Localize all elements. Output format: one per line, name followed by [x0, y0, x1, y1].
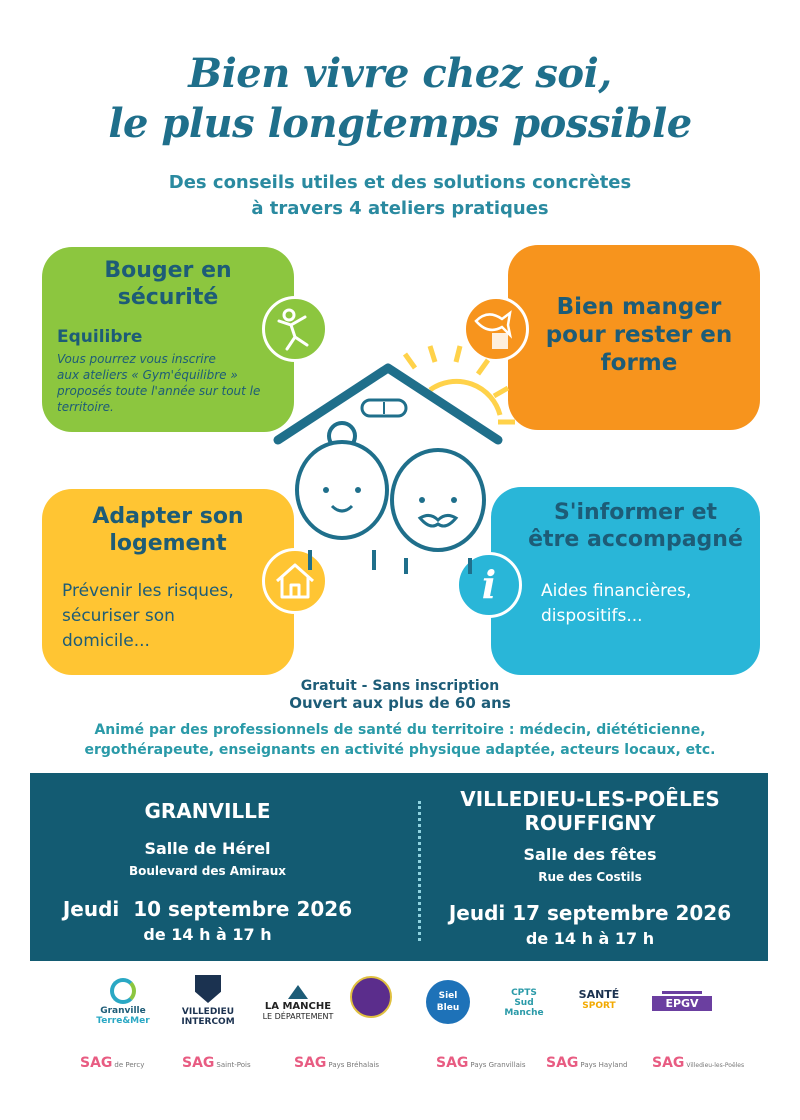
body-line: dispositifs... [541, 606, 643, 626]
elderly-couple-house-icon [270, 330, 530, 580]
purple-seal-logo [350, 976, 392, 1018]
logo-text: Granville [100, 1006, 146, 1016]
card-title-line: forme [600, 350, 678, 376]
body-line: sécuriser son [62, 606, 175, 626]
sag-label: SAG [546, 1055, 579, 1071]
card-description [57, 351, 289, 415]
age-notice: Ouvert aux plus de 60 ans [289, 694, 511, 712]
logo-sag-granvillais [436, 1055, 526, 1071]
body-line: Aides financières, [541, 581, 692, 601]
page-title-line1: Bien vivre chez soi, [188, 50, 612, 97]
card-title-line: être accompagné [528, 527, 743, 552]
logo-sag-percy [80, 1055, 144, 1071]
card-title [518, 293, 760, 377]
card-title [42, 257, 294, 311]
logo-text: LE DÉPARTEMENT [262, 1012, 334, 1021]
workshop-card-manger [508, 245, 760, 430]
sag-sub: Saint-Pois [216, 1061, 251, 1069]
card-title-line: S'informer et [553, 500, 718, 525]
body-line: domicile... [62, 631, 150, 651]
granville-logo-icon [110, 978, 136, 1004]
logo-text: INTERCOM [181, 1017, 235, 1027]
card-body [541, 579, 691, 629]
sag-label: SAG [80, 1055, 113, 1071]
animated-by-line1: Animé par des professionnels de santé du territoire : médecin, diététicienne, [94, 722, 706, 738]
workshop-card-adapter [42, 489, 294, 675]
logo-text: CPTS [511, 988, 537, 998]
animated-by-line2: ergothérapeute, enseignants en activité physique adaptée, acteurs locaux, etc. [84, 742, 716, 758]
logo-text: Bleu [436, 1003, 460, 1013]
event-address: Boulevard des Amiraux [128, 864, 287, 878]
card-body [62, 579, 234, 654]
event-date: Jeudi 10 septembre 2026 [62, 897, 353, 921]
sag-sub: Pays Bréhalais [328, 1061, 380, 1069]
logo-epgv [652, 980, 712, 1011]
event-date: Jeudi 17 septembre 2026 [448, 901, 732, 925]
event-info-band [30, 773, 768, 961]
logo-sante-sport [574, 988, 624, 1011]
card-title-line: logement [109, 531, 227, 556]
sag-sub: de Percy [114, 1061, 145, 1069]
event-venue: Salle des fêtes [523, 845, 657, 864]
event-venue: Salle de Hérel [144, 839, 271, 858]
desc-line: proposés toute l'année sur tout le [57, 384, 261, 398]
card-title-line: Adapter son [92, 504, 244, 529]
event-city: ROUFFIGNY [524, 811, 656, 835]
sag-label: SAG [294, 1055, 327, 1071]
event-city: GRANVILLE [144, 799, 271, 823]
sag-sub: Villedieu-les-Poêles [686, 1062, 745, 1069]
logo-sag-villedieu [652, 1055, 744, 1071]
logo-siel-bleu [426, 980, 470, 1024]
sag-sub: Pays Hayland [580, 1061, 628, 1069]
logo-text: Terre&Mer [96, 1016, 150, 1026]
sag-label: SAG [652, 1055, 685, 1071]
logo-text: Sud Manche [504, 998, 544, 1018]
desc-line: Vous pourrez vous inscrire [57, 352, 216, 366]
logo-text: EPGV [652, 996, 712, 1011]
card-title [42, 503, 294, 557]
event-time: de 14 h à 17 h [143, 925, 272, 944]
logo-villedieu-intercom [168, 975, 248, 1027]
logo-la-manche [258, 985, 338, 1021]
subtitle-line1: Des conseils utiles et des solutions concrètes [168, 172, 632, 193]
divider [418, 801, 421, 941]
card-title-line: Bouger en [104, 258, 232, 283]
event-city: VILLEDIEU-LES-POÊLES [460, 787, 720, 811]
event-time: de 14 h à 17 h [525, 929, 655, 948]
logo-sag-saint-pois [182, 1055, 251, 1071]
logo-granville [88, 978, 158, 1026]
body-line: Prévenir les risques, [62, 581, 234, 601]
card-title [511, 499, 760, 553]
sag-label: SAG [436, 1055, 469, 1071]
wave-icon [288, 985, 308, 999]
desc-line: territoire. [57, 400, 114, 414]
desc-line: aux ateliers « Gym'équilibre » [57, 368, 238, 382]
card-title-line: Bien manger [556, 294, 722, 320]
workshop-card-informer [491, 487, 760, 675]
logo-text: LA MANCHE [264, 1001, 332, 1012]
logo-text: SANTÉ [578, 988, 620, 1001]
card-title-line: pour rester en [545, 322, 733, 348]
logo-sag-hayland [546, 1055, 627, 1071]
sag-label: SAG [182, 1055, 215, 1071]
shield-icon [195, 975, 221, 1003]
logo-text: SPORT [582, 1001, 616, 1011]
runner-icon [662, 980, 702, 994]
card-subtitle: Equilibre [57, 327, 143, 347]
workshop-card-bouger [42, 247, 294, 432]
info-icon: i [456, 552, 522, 618]
card-title-line: sécurité [117, 285, 219, 310]
free-notice: Gratuit - Sans inscription [300, 678, 500, 694]
logo-cpts [494, 988, 554, 1018]
event-address: Rue des Costils [538, 870, 642, 884]
subtitle-line2: à travers 4 ateliers pratiques [251, 198, 549, 219]
page-title-line2: le plus longtemps possible [108, 100, 692, 147]
logo-text: VILLEDIEU [181, 1007, 235, 1017]
logo-text: Siel [438, 991, 458, 1001]
sag-sub: Pays Granvillais [470, 1061, 526, 1069]
logo-sag-brehalais [294, 1055, 379, 1071]
